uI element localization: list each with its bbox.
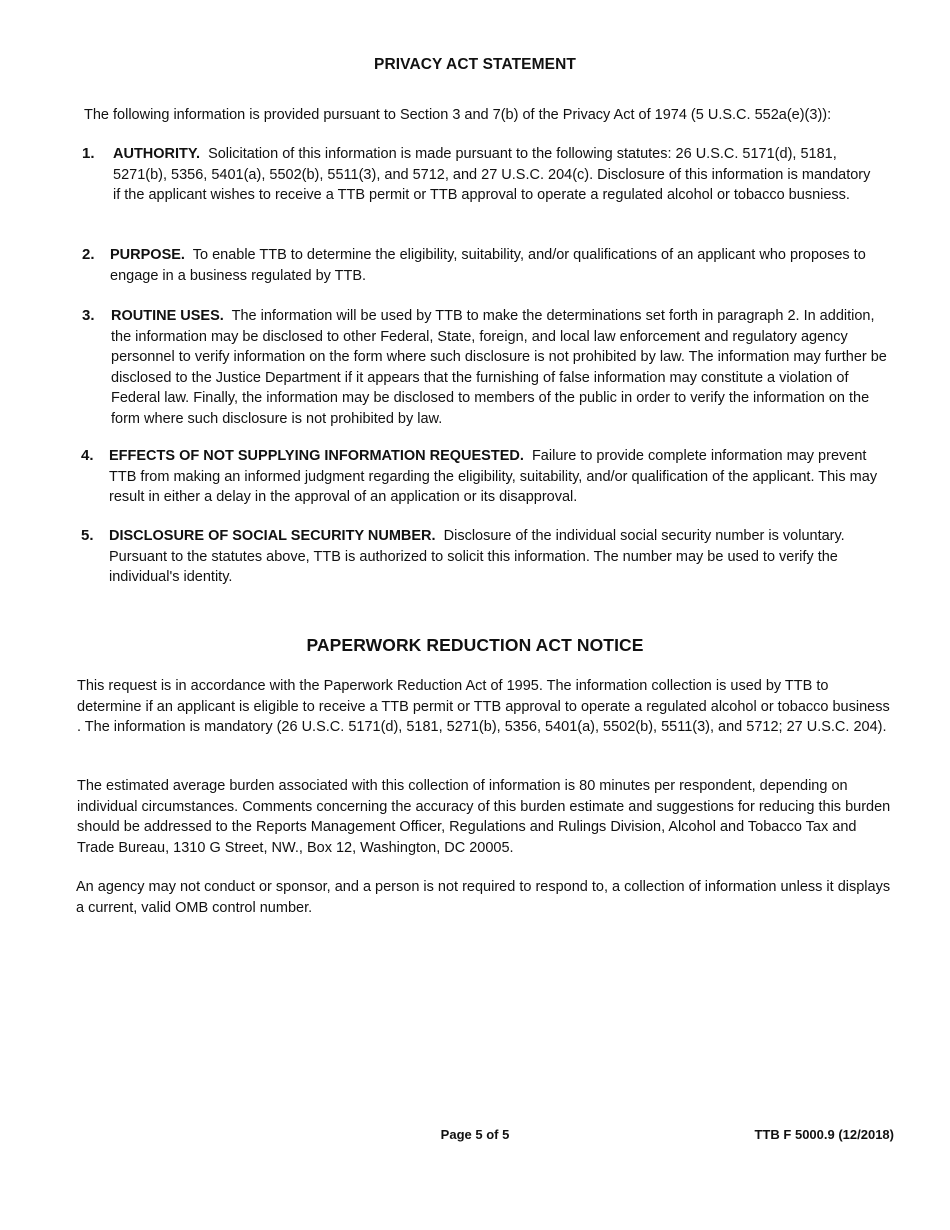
item-heading: EFFECTS OF NOT SUPPLYING INFORMATION REQUESTED. xyxy=(109,448,524,464)
item-number: 3. xyxy=(82,307,95,324)
item-text xyxy=(113,144,881,206)
privacy-act-intro: The following information is provided pursuant to Section 3 and 7(b) of the Privacy Act of 1974 (5 U.S.C. 552a(e)(3)): xyxy=(84,107,832,123)
privacy-item-ssn xyxy=(81,526,886,590)
item-text xyxy=(111,306,887,429)
privacy-item-routine-uses xyxy=(82,306,887,431)
item-heading: PURPOSE. xyxy=(110,247,185,263)
paperwork-notice-title: PAPERWORK REDUCTION ACT NOTICE xyxy=(306,635,644,655)
item-heading: ROUTINE USES. xyxy=(111,308,224,324)
privacy-item-authority xyxy=(82,144,882,228)
page-number: Page 5 of 5 xyxy=(440,1127,510,1142)
form-identifier: TTB F 5000.9 (12/2018) xyxy=(754,1127,894,1142)
item-text xyxy=(110,245,880,286)
item-body: The information will be used by TTB to make the determinations set forth in paragraph 2. In addition, the information may be disclosed to other Federal, State, foreign, and local law enforcement and regulatory agency personnel to verify information on the form where such disclosure is not prohibited by law. The information may further be disclosed to the Justice Department if it appears that the furnishing of false information may constitute a violation of Federal law. Finally, the information may be disclosed to members of the public in order to verify the information on the form where such disclosure is not prohibited by law. xyxy=(111,308,887,427)
item-number: 4. xyxy=(81,447,94,464)
item-number: 1. xyxy=(82,145,95,162)
item-text xyxy=(109,446,886,508)
privacy-item-effects xyxy=(81,446,886,510)
item-body: To enable TTB to determine the eligibility, suitability, and/or qualifications of an applicant who proposes to engage in a business regulated by TTB. xyxy=(110,247,866,284)
paperwork-paragraph-1: This request is in accordance with the Paperwork Reduction Act of 1995. The information collection is used by TTB to determine if an applicant is eligible to receive a TTB permit or TTB approval to operate a regulated alcohol or tobacco business . The information is mandatory (26 U.S.C. 5171(d), 5181, 5271(b), 5356, 5401(a), 5502(b), 5511(3), and 5712; 27 U.S.C. 204). xyxy=(77,678,890,735)
privacy-act-title: PRIVACY ACT STATEMENT xyxy=(374,56,576,73)
item-number: 5. xyxy=(81,527,94,544)
paperwork-paragraph-3: An agency may not conduct or sponsor, and a person is not required to respond to, a collection of information unless it displays a current, valid OMB control number. xyxy=(76,879,891,916)
item-heading: DISCLOSURE OF SOCIAL SECURITY NUMBER. xyxy=(109,528,436,544)
paperwork-paragraph-2: The estimated average burden associated with this collection of information is 80 minutes per respondent, depending on individual circumstances. Comments concerning the accuracy of this burden estimate and suggestions for reducing this burden should be addressed to the Reports Management Officer, Regulations and Rulings Division, Alcohol and Tobacco Tax and Trade Bureau, 1310 G Street, NW., Box 12, Washington, DC 20005. xyxy=(77,778,891,856)
item-heading: AUTHORITY. xyxy=(113,146,200,162)
item-body: Disclosure of the individual social security number is voluntary. Pursuant to the statutes above, TTB is authorized to solicit this information. The number may be used to verify the individual's identity. xyxy=(109,528,845,585)
item-number: 2. xyxy=(82,246,95,263)
item-text xyxy=(109,526,886,588)
item-body: Solicitation of this information is made pursuant to the following statutes: 26 U.S.C. 5171(d), 5181, 5271(b), 5356, 5401(a), 5502(b), 5511(3), and 5712, and 27 U.S.C. 204(c). Disclosure of this information is mandatory if the applicant wishes to receive a TTB permit or TTB approval to operate a regulated alcohol or tobacco busniess. xyxy=(113,146,871,203)
item-body: Failure to provide complete information may prevent TTB from making an informed judgment regarding the eligibility, suitability, and/or qualification of the applicant. This may result in either a delay in the approval of an application or its disapproval. xyxy=(109,448,878,505)
privacy-item-purpose xyxy=(82,245,882,289)
